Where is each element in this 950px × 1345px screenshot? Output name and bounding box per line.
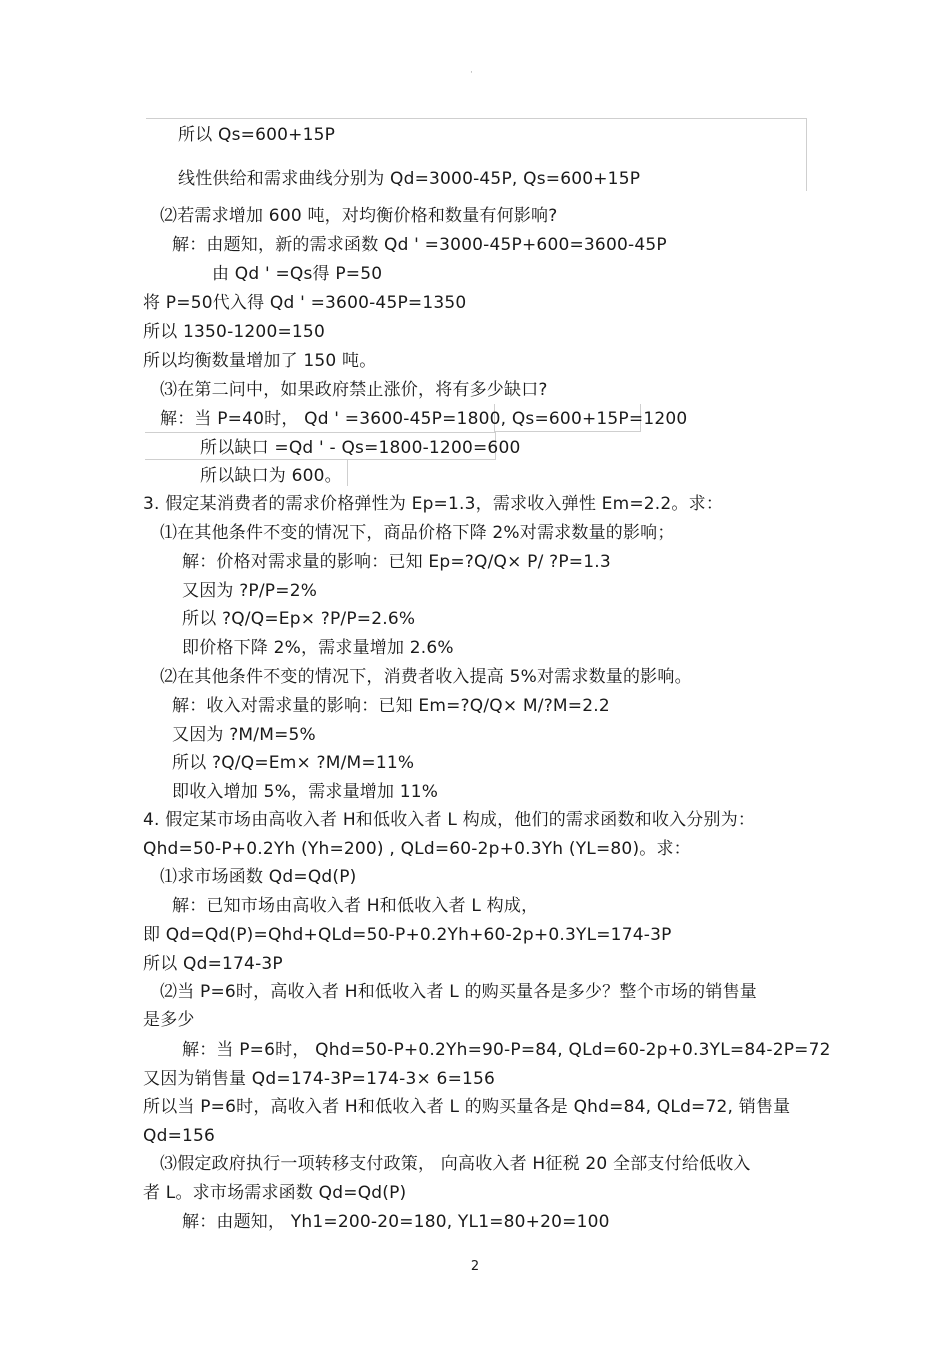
- text-line: 所以当 P=6时，高收入者 H和低收入者 L 的购买量各是 Qhd=84, QLd=72, 销售量: [143, 1097, 791, 1117]
- text-line: Qhd=50-P+0.2Yh (Yh=200) , QLd=60-2p+0.3Yh (YL=80)。求：: [143, 839, 691, 859]
- text-line: 4. 假定某市场由高收入者 H和低收入者 L 构成，他们的需求函数和收入分别为：: [143, 810, 756, 830]
- text-line: 所以缺口 =Qd ' - Qs=1800-1200=600: [200, 438, 521, 458]
- text-line: ⑶在第二问中，如果政府禁止涨价，将有多少缺口?: [160, 380, 548, 400]
- text-line: 即 Qd=Qd(P)=Qhd+QLd=50-P+0.2Yh+60-2p+0.3YL=174-3P: [143, 925, 672, 945]
- text-line: 即价格下降 2%，需求量增加 2.6%: [182, 638, 454, 658]
- text-line: ⑵若需求增加 600 吨，对均衡价格和数量有何影响?: [160, 206, 558, 226]
- text-line: 所以 ?Q/Q=Em× ?M/M=11%: [172, 753, 415, 773]
- text-line: 所以 1350-1200=150: [143, 322, 325, 342]
- text-line: 解：当 P=40时， Qd ' =3600-45P=1800, Qs=600+15P=1200: [160, 409, 688, 429]
- text-line: ⑵当 P=6时，高收入者 H和低收入者 L 的购买量各是多少？整个市场的销售量: [160, 982, 757, 1002]
- text-line: 又因为销售量 Qd=174-3P=174-3× 6=156: [143, 1069, 496, 1089]
- text-line: 所以 Qs=600+15P: [178, 125, 336, 145]
- header-dot: ·: [470, 68, 473, 78]
- text-line: 又因为 ?M/M=5%: [172, 725, 316, 745]
- text-line: 所以 ?Q/Q=Ep× ?P/P=2.6%: [182, 609, 416, 629]
- text-line: 所以均衡数量增加了 150 吨。: [143, 351, 377, 371]
- text-line: Qd=156: [143, 1126, 216, 1146]
- text-line: ⑴在其他条件不变的情况下，商品价格下降 2%对需求数量的影响；: [160, 523, 675, 543]
- text-line: 线性供给和需求曲线分别为 Qd=3000-45P, Qs=600+15P: [178, 169, 641, 189]
- text-line: 即收入增加 5%，需求量增加 11%: [172, 782, 439, 802]
- text-line: 由 Qd ' =Qs得 P=50: [212, 264, 383, 284]
- text-line: ⑵在其他条件不变的情况下，消费者收入提高 5%对需求数量的影响。: [160, 667, 692, 687]
- text-line: 又因为 ?P/P=2%: [182, 581, 318, 601]
- text-line: 将 P=50代入得 Qd ' =3600-45P=1350: [143, 293, 467, 313]
- text-line: 解：已知市场由高收入者 H和低收入者 L 构成，: [172, 896, 539, 916]
- text-line: 解：价格对需求量的影响：已知 Ep=?Q/Q× P/ ?P=1.3: [182, 552, 611, 572]
- text-line: ⑴求市场函数 Qd=Qd(P): [160, 867, 357, 887]
- text-line: 解：收入对需求量的影响：已知 Em=?Q/Q× M/?M=2.2: [172, 696, 610, 716]
- text-line: 所以 Qd=174-3P: [143, 954, 283, 974]
- text-line: 者 L。求市场需求函数 Qd=Qd(P): [143, 1183, 407, 1203]
- text-line: 所以缺口为 600。: [200, 466, 342, 486]
- text-line: 3. 假定某消费者的需求价格弹性为 Ep=1.3，需求收入弹性 Em=2.2。求：: [143, 494, 724, 514]
- text-line: ⑶假定政府执行一项转移支付政策， 向高收入者 H征税 20 全部支付给低收入: [160, 1154, 751, 1174]
- text-line: 是多少: [143, 1010, 195, 1030]
- text-line: 解：由题知，新的需求函数 Qd ' =3000-45P+600=3600-45P: [172, 235, 667, 255]
- page-number: 2: [470, 1259, 480, 1274]
- text-line: 解：当 P=6时， Qhd=50-P+0.2Yh=90-P=84, QLd=60-2p+0.3YL=84-2P=72: [182, 1040, 831, 1060]
- text-line: 解：由题知， Yh1=200-20=180, YL1=80+20=100: [182, 1212, 610, 1232]
